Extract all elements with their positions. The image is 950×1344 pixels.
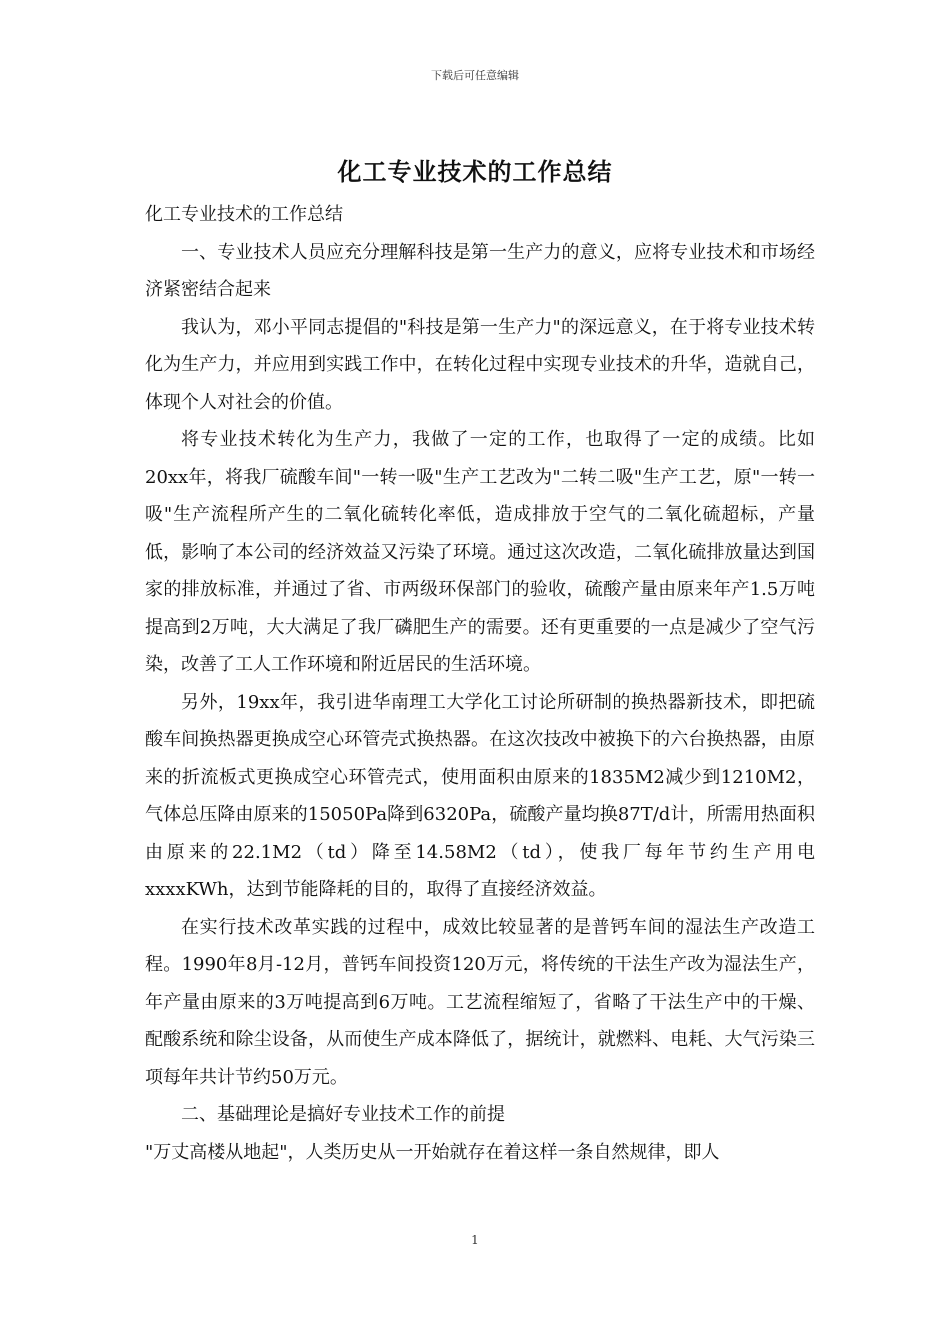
- document-body: [145, 196, 815, 1171]
- body-paragraph: 我认为，邓小平同志提倡的"科技是第一生产力"的深远意义，在于将专业技术转化为生产力，并应用到实践工作中，在转化过程中实现专业技术的升华，造就自己，体现个人对社会的价值。: [145, 316, 815, 413]
- body-paragraph: 在实行技术改革实践的过程中，成效比较显著的是普钙车间的湿法生产改造工程。1990年8月-12月，普钙车间投资120万元，将传统的干法生产改为湿法生产，年产量由原来的3万吨提高到6万吨。工艺流程缩短了，省略了干法生产中的干燥、配酸系统和除尘设备，从而使生产成本降低了，据统计，就燃料、电耗、大气污染三项每年共计节约50万元。: [145, 916, 815, 1088]
- body-paragraph: 另外，19xx年，我引进华南理工大学化工讨论所研制的换热器新技术，即把硫酸车间换热器更换成空心环管壳式换热器。在这次技改中被换下的六台换热器，由原来的折流板式更换成空心环管壳式，使用面积由原来的1835M2减少到1210M2，气体总压降由原来的15050Pa降到6320Pa，硫酸产量均换87T/d计，所需用热面积由原来的22.1M2（td）降至14.58M2（td），使我厂每年节约生产用电xxxxKWh，达到节能降耗的目的，取得了直接经济效益。: [145, 691, 815, 900]
- page-header: 下载后可任意编辑: [431, 69, 519, 82]
- section-heading-1: 一、专业技术人员应充分理解科技是第一生产力的意义，应将专业技术和市场经济紧密结合起来: [145, 241, 815, 300]
- body-paragraph: 将专业技术转化为生产力，我做了一定的工作，也取得了一定的成绩。比如20xx年，将我厂硫酸车间"一转一吸"生产工艺改为"二转二吸"生产工艺，原"一转一吸"生产流程所产生的二氧化硫转化率低，造成排放于空气的二氧化硫超标，产量低，影响了本公司的经济效益又污染了环境。通过这次改造，二氧化硫排放量达到国家的排放标准，并通过了省、市两级环保部门的验收，硫酸产量由原来年产1.5万吨提高到2万吨，大大满足了我厂磷肥生产的需要。还有更重要的一点是减少了空气污染，改善了工人工作环境和附近居民的生活环境。: [145, 429, 815, 675]
- section-heading-2: 二、基础理论是搞好专业技术工作的前提: [181, 1104, 505, 1125]
- page-number: 1: [471, 1233, 479, 1247]
- body-paragraph: "万丈高楼从地起"，人类历史从一开始就存在着这样一条自然规律，即人: [145, 1141, 720, 1163]
- subtitle-paragraph: 化工专业技术的工作总结: [145, 204, 343, 225]
- document-title: 化工专业技术的工作总结: [337, 157, 613, 186]
